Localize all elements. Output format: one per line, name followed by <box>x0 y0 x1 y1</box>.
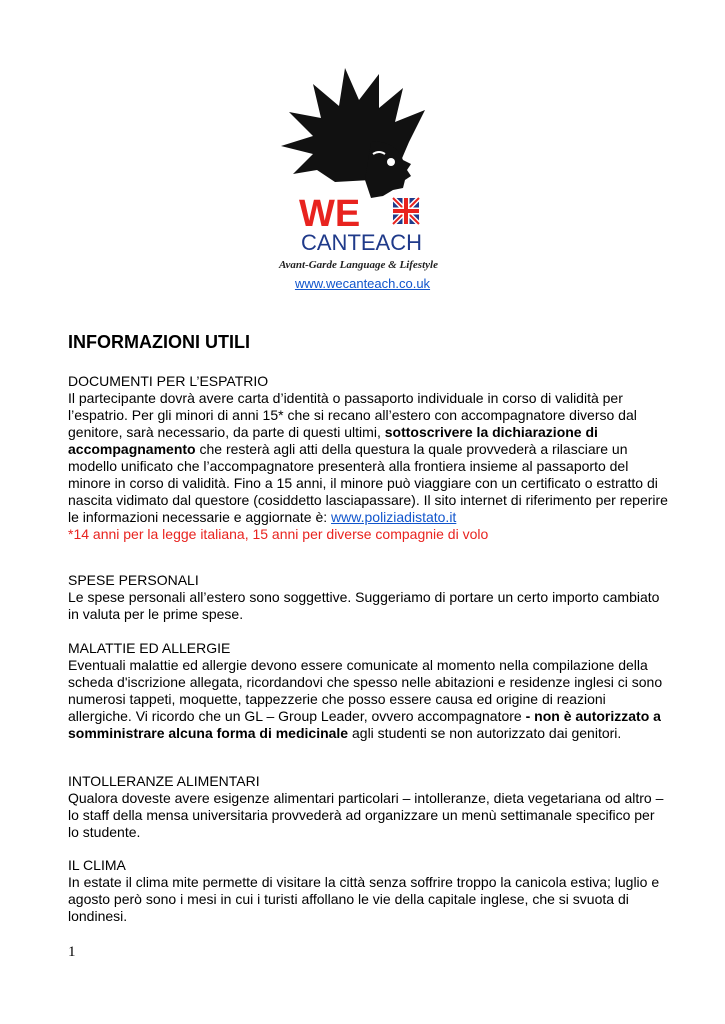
section-malattie <box>68 640 668 742</box>
section-documenti <box>68 373 668 543</box>
documenti-paragraph <box>68 390 668 526</box>
clima-text: In estate il clima mite permette di visitare la città senza soffrire troppo la canicola estiva; luglio e agosto però sono i mesi in cui i turisti affollano le vie della capitale inglese, che si svuota di londinesi. <box>68 874 660 924</box>
malattie-text-1: Eventuali malattie ed allergie devono essere comunicate al momento nella compilazione della scheda d'iscrizione allegata, ricordandovi che spesso nelle abitazioni e residenze inglesi ci sono numerosi tappeti, moquette, tappezzerie che posso essere causa ed origine di reazioni allergiche. Vi ricordo che un GL – Group Leader, ovvero accompagnatore <box>68 657 663 724</box>
logo-tagline: Avant-Garde Language & Lifestyle <box>279 259 438 271</box>
logo-we-text: WE <box>299 193 361 235</box>
section-intolleranze <box>68 773 668 841</box>
intolleranze-heading: INTOLLERANZE ALIMENTARI <box>68 773 260 789</box>
documenti-note: *14 anni per la legge italiana, 15 anni per diverse compagnie di volo <box>68 526 489 542</box>
documenti-text-2: che resterà agli atti della questura la quale provvederà a rilasciare un modello unificato che l’accompagnatore presenterà alla frontiera insieme al passaporto del minore in corso di validità. Fino a 15 anni, il minore può viaggiare con un certificato o estratto di nascita vidimato dal questore (cosiddetto lasciapassare). Il sito internet di riferimento per reperire le informazioni necessarie e aggiornate è: <box>68 441 668 525</box>
punk-head-logo-graphic <box>275 62 455 274</box>
malattie-paragraph <box>68 657 668 742</box>
page-number: 1 <box>68 944 76 960</box>
malattie-text-2: agli studenti se non autorizzato dai genitori. <box>348 725 622 741</box>
logo-canteach-text: CANTEACH <box>301 230 423 255</box>
website-link[interactable]: www.wecanteach.co.uk <box>294 276 431 291</box>
documenti-text-1: Il partecipante dovrà avere carta d’identità o passaporto individuale in corso di validità per l’espatrio. Per gli minori di anni 15* che si recano all’estero con accompagnatore diverso dal genitore, sarà necessario, da parte di questi ultimi, <box>68 390 637 440</box>
clima-heading: IL CLIMA <box>68 857 126 873</box>
documenti-bold: sottoscrivere la dichiarazione di accompagnamento <box>68 424 598 457</box>
malattie-bold: - non è autorizzato a somministrare alcuna forma di medicinale <box>68 708 661 741</box>
malattie-heading: MALATTIE ED ALLERGIE <box>68 640 231 656</box>
wecanteach-logo <box>275 62 455 274</box>
spese-text: Le spese personali all’estero sono soggettive. Suggeriamo di portare un certo importo cambiato in valuta per le prime spese. <box>68 589 660 622</box>
spese-heading: SPESE PERSONALI <box>68 572 199 588</box>
polizia-link[interactable]: www.poliziadistato.it <box>331 509 457 525</box>
page-title: INFORMAZIONI UTILI <box>68 332 250 352</box>
section-spese <box>68 572 668 623</box>
section-clima <box>68 857 668 925</box>
intolleranze-text: Qualora doveste avere esigenze alimentari particolari – intolleranze, dieta vegetariana od altro – lo staff della mensa universitaria provvederà ad organizzare un menù settimanale specifico per lo studente. <box>68 790 664 840</box>
documenti-heading: DOCUMENTI PER L’ESPATRIO <box>68 373 269 389</box>
